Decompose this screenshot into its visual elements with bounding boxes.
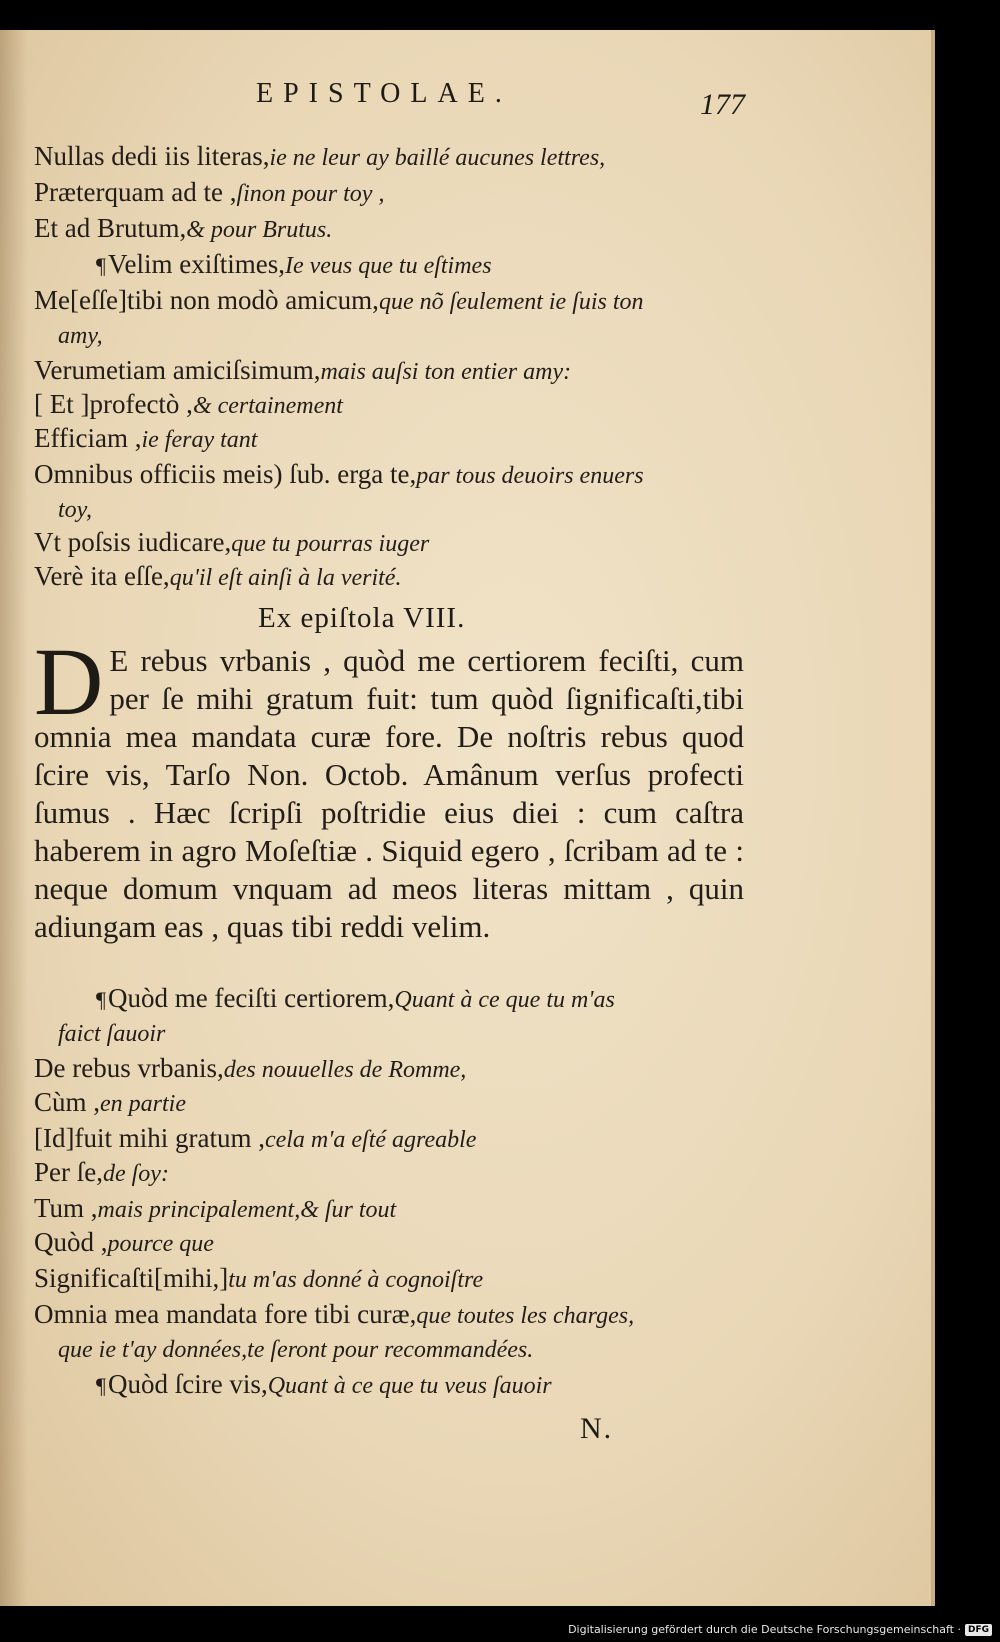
footer-text: Digitalisierung gefördert durch die Deutsche Forschungsgemeinschaft · [568,1623,961,1636]
gloss-line: [ Et ]profectò ,& certainement [34,389,343,419]
gloss-line: De rebus vrbanis,des nouuelles de Romme, [34,1053,467,1083]
gloss-line: ¶Velim exiſtimes,Ie veus que tu eſtimes [96,249,492,279]
gloss-line: Me[eſſe]tibi non modò amicum,que nõ ſeulement ie ſuis ton [34,285,644,315]
epistle-paragraph [34,628,744,946]
gloss-line: [Id]fuit mihi gratum ,cela m'a eſté agreable [34,1123,477,1153]
gloss-line: Omnia mea mandata fore tibi curæ,que toutes les charges, [34,1299,635,1329]
section-title: Ex epiſtola VIII. [258,602,466,634]
dfg-logo: DFG [965,1624,992,1636]
gloss-line: Vt poſsis iudicare,que tu pourras iuger [34,527,430,557]
pilcrow-icon: ¶ [96,253,106,278]
gloss-line: Verè ita eſſe,qu'il eſt ainſi à la verité. [34,561,402,591]
pilcrow-icon: ¶ [96,987,106,1012]
gloss-line: Significaſti[mihi,]tu m'as donné à cognoiſtre [34,1263,484,1293]
signature-mark: N. [580,1412,614,1445]
gloss-line: Cùm ,en partie [34,1087,186,1117]
gloss-line: Tum ,mais principalement,& ſur tout [34,1193,397,1223]
gloss-line: Quòd ,pource que [34,1227,214,1257]
funding-footer [568,1623,992,1636]
gloss-line: ¶Quòd me feciſti certiorem,Quant à ce que tu m'as [96,983,615,1013]
gloss-line: Et ad Brutum,& pour Brutus. [34,213,333,243]
pilcrow-icon: ¶ [96,1373,106,1398]
gloss-line: que ie t'ay données,te ſeront pour recommandées. [58,1337,534,1363]
gloss-line: Præterquam ad te ,ſinon pour toy , [34,177,385,207]
page-number: 177 [700,88,745,121]
book-page [0,30,935,1606]
gloss-line: Nullas dedi iis literas,ie ne leur ay baillé aucunes lettres, [34,141,606,171]
gloss-line: ¶Quòd ſcire vis,Quant à ce que tu veus ſauoir [96,1369,552,1399]
gloss-line: Efficiam ,ie feray tant [34,423,258,453]
gloss-line: Verumetiam amiciſsimum,mais auſsi ton entier amy: [34,355,572,385]
gloss-line: amy, [58,323,103,349]
epistle-text: E rebus vrbanis , quòd me certiorem feciſti, cum per ſe mihi gratum fuit: tum quòd ſignificaſti,tibi omnia mea mandata curæ fore. De noſtris rebus quod ſcire vis, Tarſo Non. Octob. Amânum verſus profecti ſumus . Hæc ſcripſi poſtridie eius diei : cum caſtra haberem in agro Moſeſtiæ . Siquid egero , ſcribam ad te : neque domum vnquam ad meos literas mittam , quin adiungam eas , quas tibi reddi velim. [34,643,744,944]
gloss-line: toy, [58,497,92,523]
drop-cap: D [34,628,104,735]
gloss-line: Per ſe,de ſoy: [34,1157,169,1187]
running-head: EPISTOLAE. [256,78,512,109]
gloss-line: Omnibus officiis meis) ſub. erga te,par tous deuoirs enuers [34,459,644,489]
gloss-line: faict ſauoir [58,1021,166,1047]
